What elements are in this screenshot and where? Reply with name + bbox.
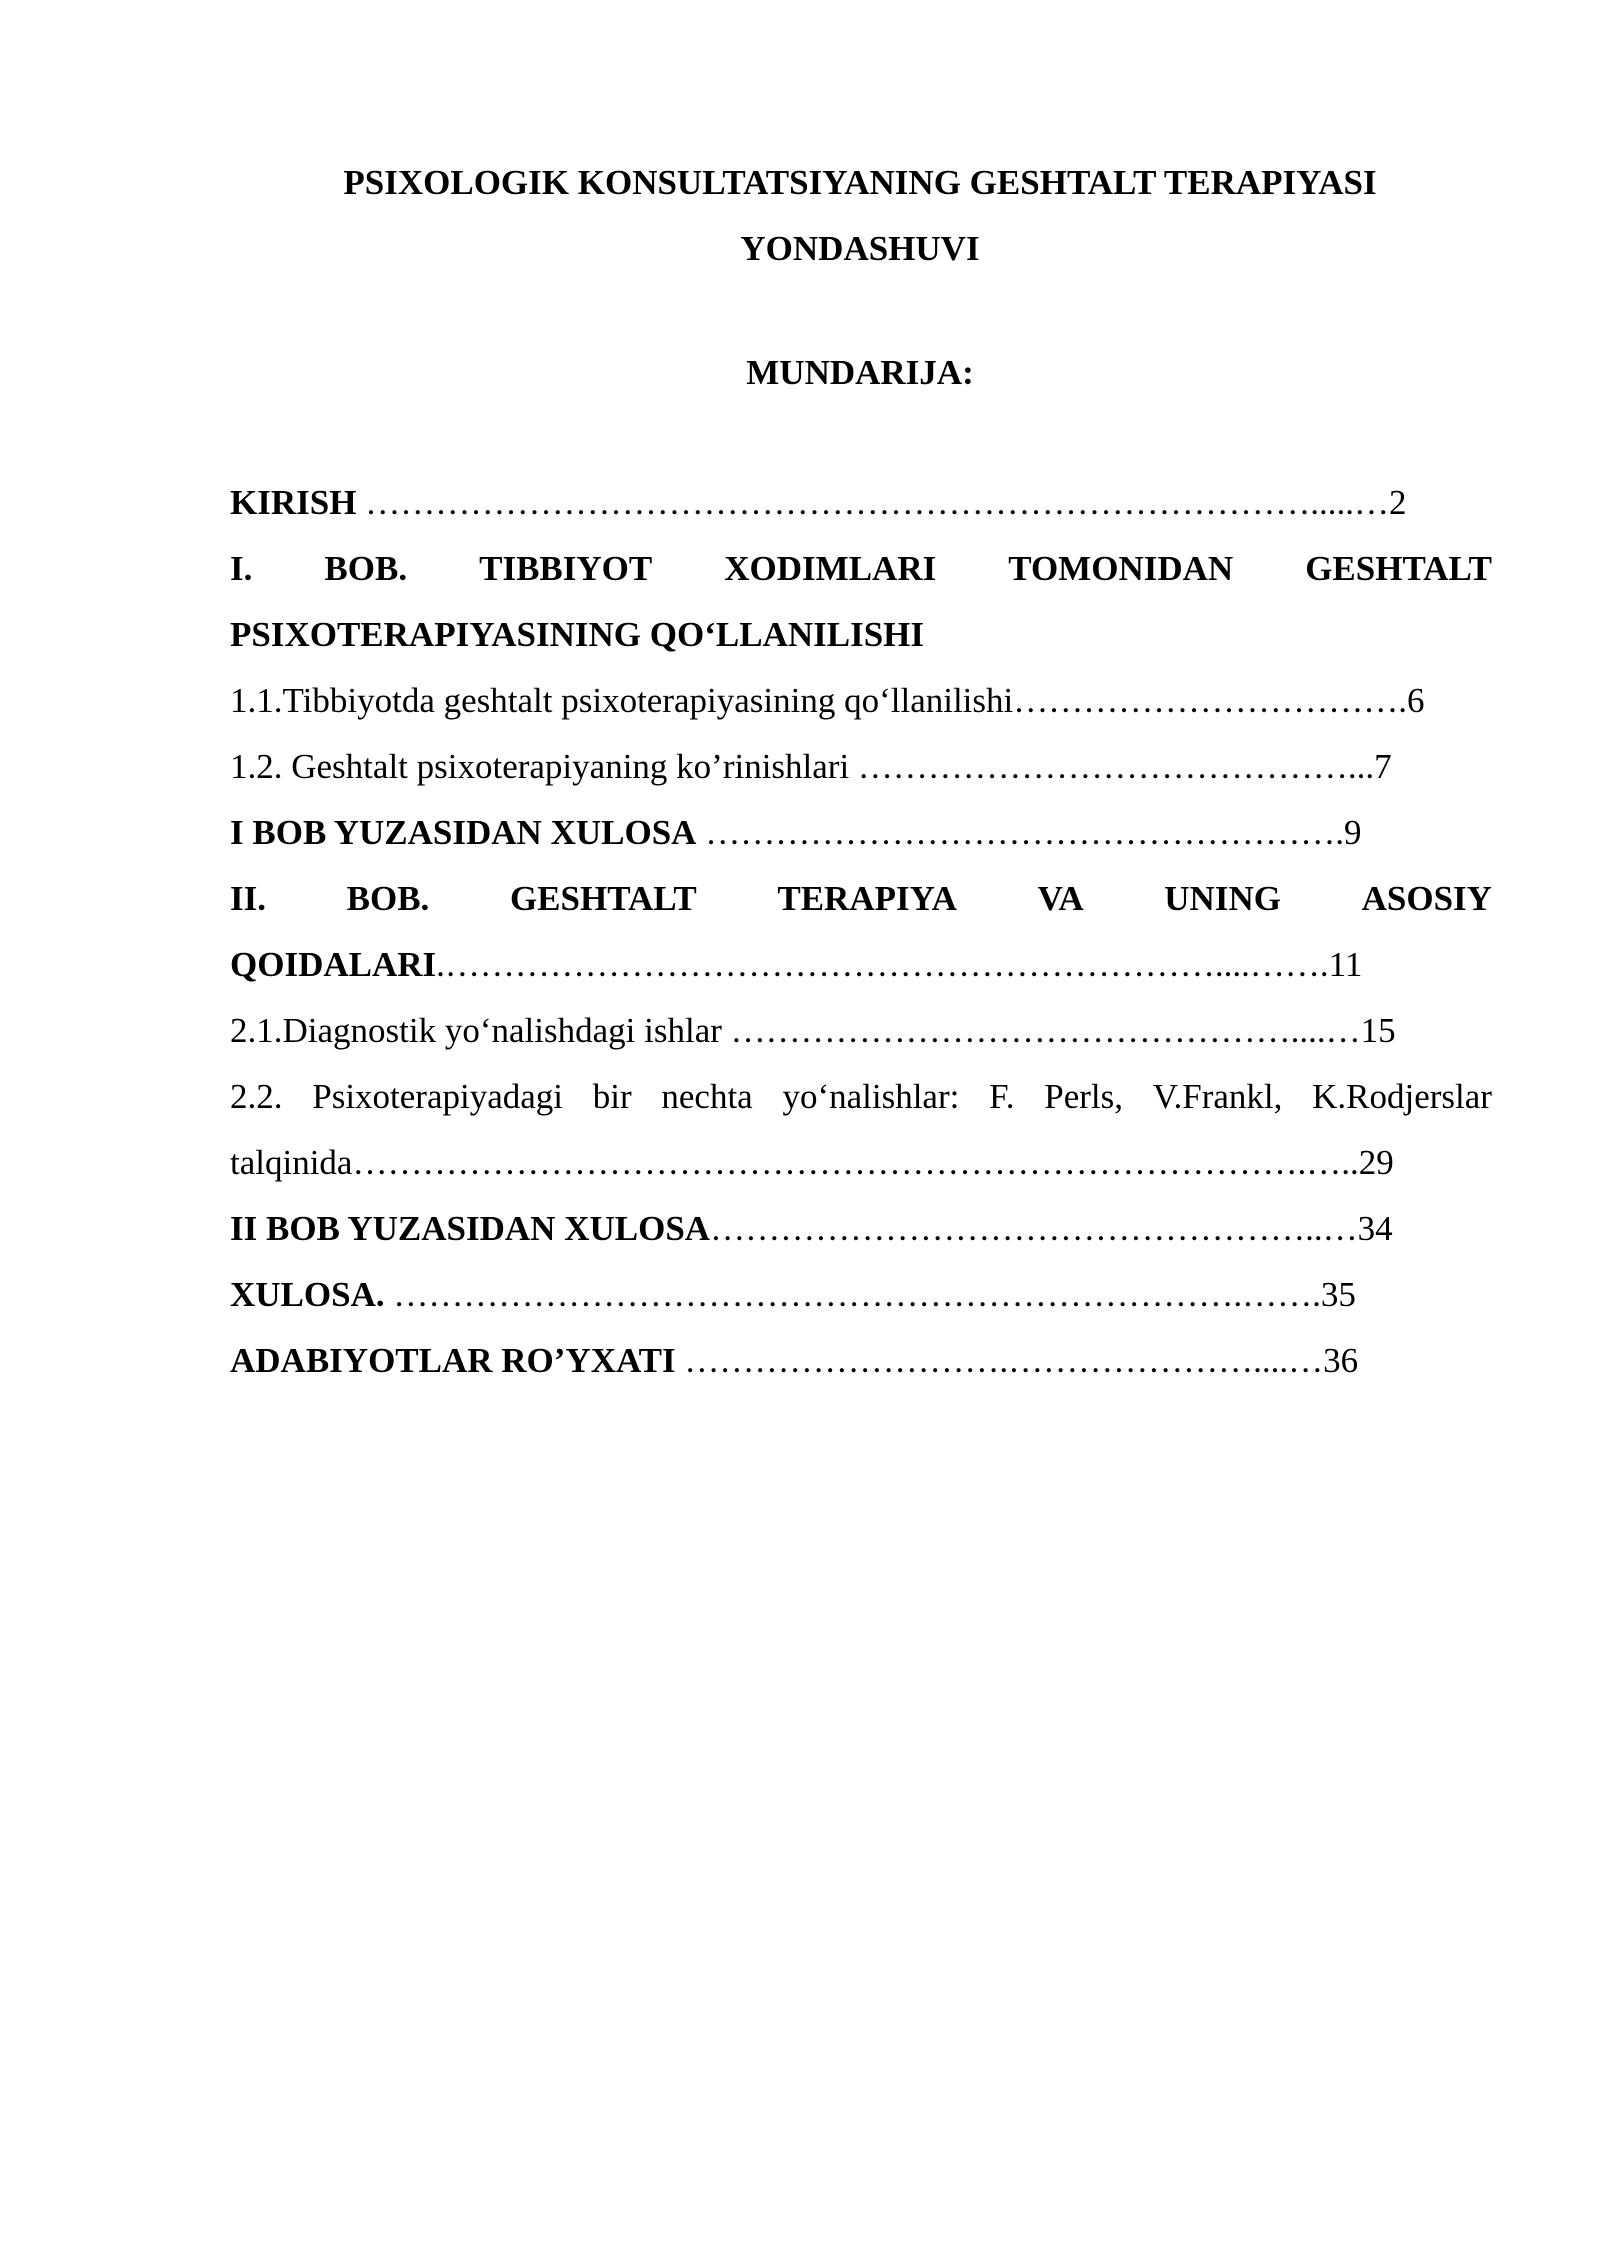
toc-word: I.: [230, 549, 253, 588]
toc-entry-leader: ……………………….…………………....…36: [675, 1341, 1359, 1380]
title-line-2: YONDASHUVI: [740, 229, 980, 268]
toc-word: UNING: [1164, 879, 1281, 918]
toc-entry-chapter-1-summary[interactable]: [230, 800, 1492, 866]
toc-word: yo‘nalishlar:: [782, 1077, 960, 1116]
toc-entry-leader: ……………………………………………….9: [696, 813, 1362, 852]
toc-entry-label: KIRISH: [230, 483, 357, 522]
table-of-contents: [230, 470, 1492, 1394]
title-line-1: PSIXOLOGIK KONSULTATSIYANING GESHTALT TERAPIYASI: [343, 163, 1377, 202]
toc-word: TIBBIYOT: [479, 549, 653, 588]
toc-word: XODIMLARI: [724, 549, 937, 588]
toc-entry-label: II BOB YUZASIDAN XULOSA: [230, 1209, 711, 1248]
toc-word: 2.2.: [230, 1077, 283, 1116]
toc-word: BOB.: [346, 879, 430, 918]
toc-word: ASOSIY: [1361, 879, 1492, 918]
toc-word: F.: [989, 1077, 1015, 1116]
toc-entry-section-2-2[interactable]: [230, 1064, 1492, 1130]
toc-word: V.Frankl,: [1152, 1077, 1283, 1116]
toc-word: Psixoterapiyadagi: [312, 1077, 564, 1116]
toc-entry-leader: ……………………………………………………………….…….35: [384, 1275, 1356, 1314]
toc-word: Perls,: [1044, 1077, 1123, 1116]
toc-entry-conclusion[interactable]: [230, 1262, 1492, 1328]
toc-entry-label: ADABIYOTLAR RO’YXATI: [230, 1341, 676, 1380]
toc-entry-leader: ……………………………………………..…34: [710, 1209, 1393, 1248]
toc-word: VA: [1037, 879, 1084, 918]
toc-entry-label: I BOB YUZASIDAN XULOSA: [230, 813, 697, 852]
toc-word: GESHTALT: [509, 879, 697, 918]
toc-entry-leader: .…………………………………………………………....…….11: [436, 945, 1363, 984]
toc-entry-chapter-1[interactable]: [230, 536, 1492, 602]
toc-entry-label: QOIDALARI: [230, 945, 437, 984]
toc-entry-section-2-1[interactable]: 2.1.Diagnostik yo‘nalishdagi ishlar …………………………………………....…15: [230, 1011, 1396, 1050]
toc-word: GESHTALT: [1305, 549, 1492, 588]
toc-word: TERAPIYA: [777, 879, 957, 918]
toc-heading: MUNDARIJA:: [746, 353, 974, 392]
toc-entry-chapter-2-summary[interactable]: [230, 1196, 1492, 1262]
toc-entry-chapter-2[interactable]: [230, 866, 1492, 932]
toc-word: BOB.: [324, 549, 408, 588]
toc-entry-leader: ……………………………………………………………………….....…2: [356, 483, 1407, 522]
toc-entry-section-1-1[interactable]: 1.1.Tibbiyotda geshtalt psixoterapiyasining qo‘llanilishi…………………………….6: [230, 681, 1425, 720]
toc-word: II.: [230, 879, 266, 918]
document-title: [230, 150, 1490, 282]
toc-entry-chapter-2-cont[interactable]: [230, 932, 1492, 998]
toc-entry-kirish[interactable]: [230, 470, 1492, 536]
toc-entry-section-1-2[interactable]: 1.2. Geshtalt psixoterapiyaning ko’rinishlari ……………………………………...7: [230, 747, 1392, 786]
toc-entry-section-2-2-cont[interactable]: talqinida……………………………………………………………………….…..29: [230, 1143, 1394, 1182]
toc-word: bir: [592, 1077, 632, 1116]
toc-word: K.Rodjerslar: [1312, 1077, 1492, 1116]
toc-word: TOMONIDAN: [1008, 549, 1234, 588]
toc-entry-references[interactable]: [230, 1328, 1492, 1394]
toc-word: nechta: [661, 1077, 753, 1116]
toc-entry-label: XULOSA.: [230, 1275, 385, 1314]
toc-entry-chapter-1-cont[interactable]: PSIXOTERAPIYASINING QO‘LLANILISHI: [230, 615, 925, 654]
